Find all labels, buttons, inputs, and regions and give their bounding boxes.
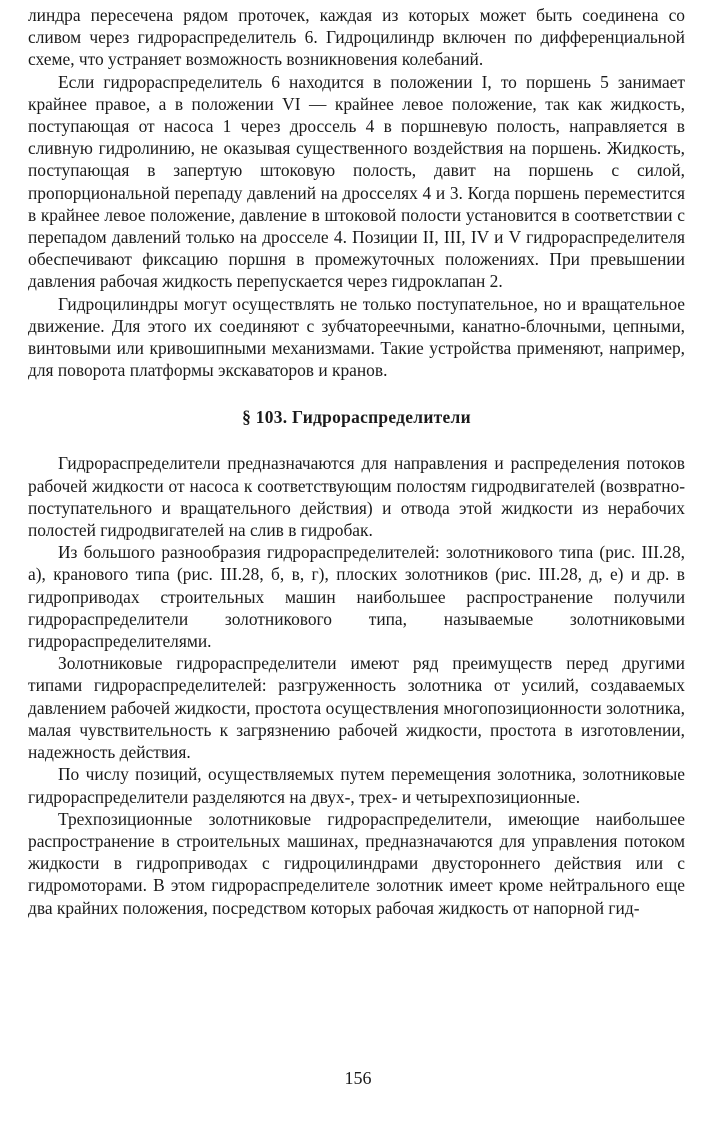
paragraph-1: линдра пересечена рядом проточек, каждая из которых может быть соединена со сливом через гидрораспределитель 6. Гидроцилиндр включен по дифференциальной схеме, что устраняет возможность возникновения колебаний. bbox=[28, 5, 685, 70]
paragraph-8: Трехпозиционные золотниковые гидрораспределители, имеющие наибольшее распространение в строительных машинах, предназначаются для управления потоком жидкости в гидроприводах с гидроцилиндрами двустороннего действия или с гидромоторами. В этом гидрораспределителе золотник имеет кроме нейтрального еще два крайних положения, посредством которых рабочая жидкость от напорной гид- bbox=[28, 808, 685, 918]
paragraph-4: Гидрораспределители предназначаются для направления и распределения потоков рабочей жидкости от насоса к соответствующим полостям гидродвигателей (возвратно-поступательного и вращательного действия) и отвода этой жидкости из нерабочих полостей гидродвигателей на слив в гидробак. bbox=[28, 453, 685, 541]
document-page bbox=[28, 4, 685, 919]
paragraph-2: Если гидрораспределитель 6 находится в положении I, то поршень 5 занимает крайнее правое, а в положении VI — крайнее левое положение, так как жидкость, поступающая от насоса 1 через дроссель 4 в поршневую полость, направляется в сливную гидролинию, не оказывая существенного воздействия на поршень. Жидкость, поступающая в запертую штоковую полость, давит на поршень с силой, пропорциональной перепаду давлений на дросселях 4 и 3. Когда поршень переместится в крайнее левое положение, давление в штоковой полости установится в соответствии с перепадом давлений только на дросселе 4. Позиции II, III, IV и V гидрораспределителя обеспечивают фиксацию поршня в промежуточных положениях. При превышении давления рабочая жидкость перепускается через гидроклапан 2. bbox=[28, 71, 685, 292]
paragraph-7: По числу позиций, осуществляемых путем перемещения золотника, золотниковые гидрораспределители разделяются на двух-, трех- и четырехпозиционные. bbox=[28, 764, 685, 807]
section-heading: § 103. Гидрораспределители bbox=[242, 407, 471, 428]
paragraph-5: Из большого разнообразия гидрораспределителей: золотникового типа (рис. III.28, а), кранового типа (рис. III.28, б, в, г), плоских золотников (рис. III.28, д, е) и др. в гидроприводах строительных машин наибольшее распространение получили гидрораспределители золотникового типа, называемые золотниковыми гидрораспределителями. bbox=[28, 542, 685, 652]
paragraph-6: Золотниковые гидрораспределители имеют ряд преимуществ перед другими типами гидрораспределителей: разгруженность золотника от усилий, создаваемых давлением рабочей жидкости, простота осуществления многопозиционности золотника, малая чувствительность к загрязнению рабочей жидкости, простота в изготовлении, надежность действия. bbox=[28, 653, 685, 763]
paragraph-3: Гидроцилиндры могут осуществлять не только поступательное, но и вращательное движение. Для этого их соединяют с зубчатореечными, канатно-блочными, цепными, винтовыми или кривошипными механизмами. Такие устройства применяют, например, для поворота платформы экскаваторов и кранов. bbox=[28, 293, 685, 381]
page-number: 156 bbox=[344, 1068, 372, 1088]
